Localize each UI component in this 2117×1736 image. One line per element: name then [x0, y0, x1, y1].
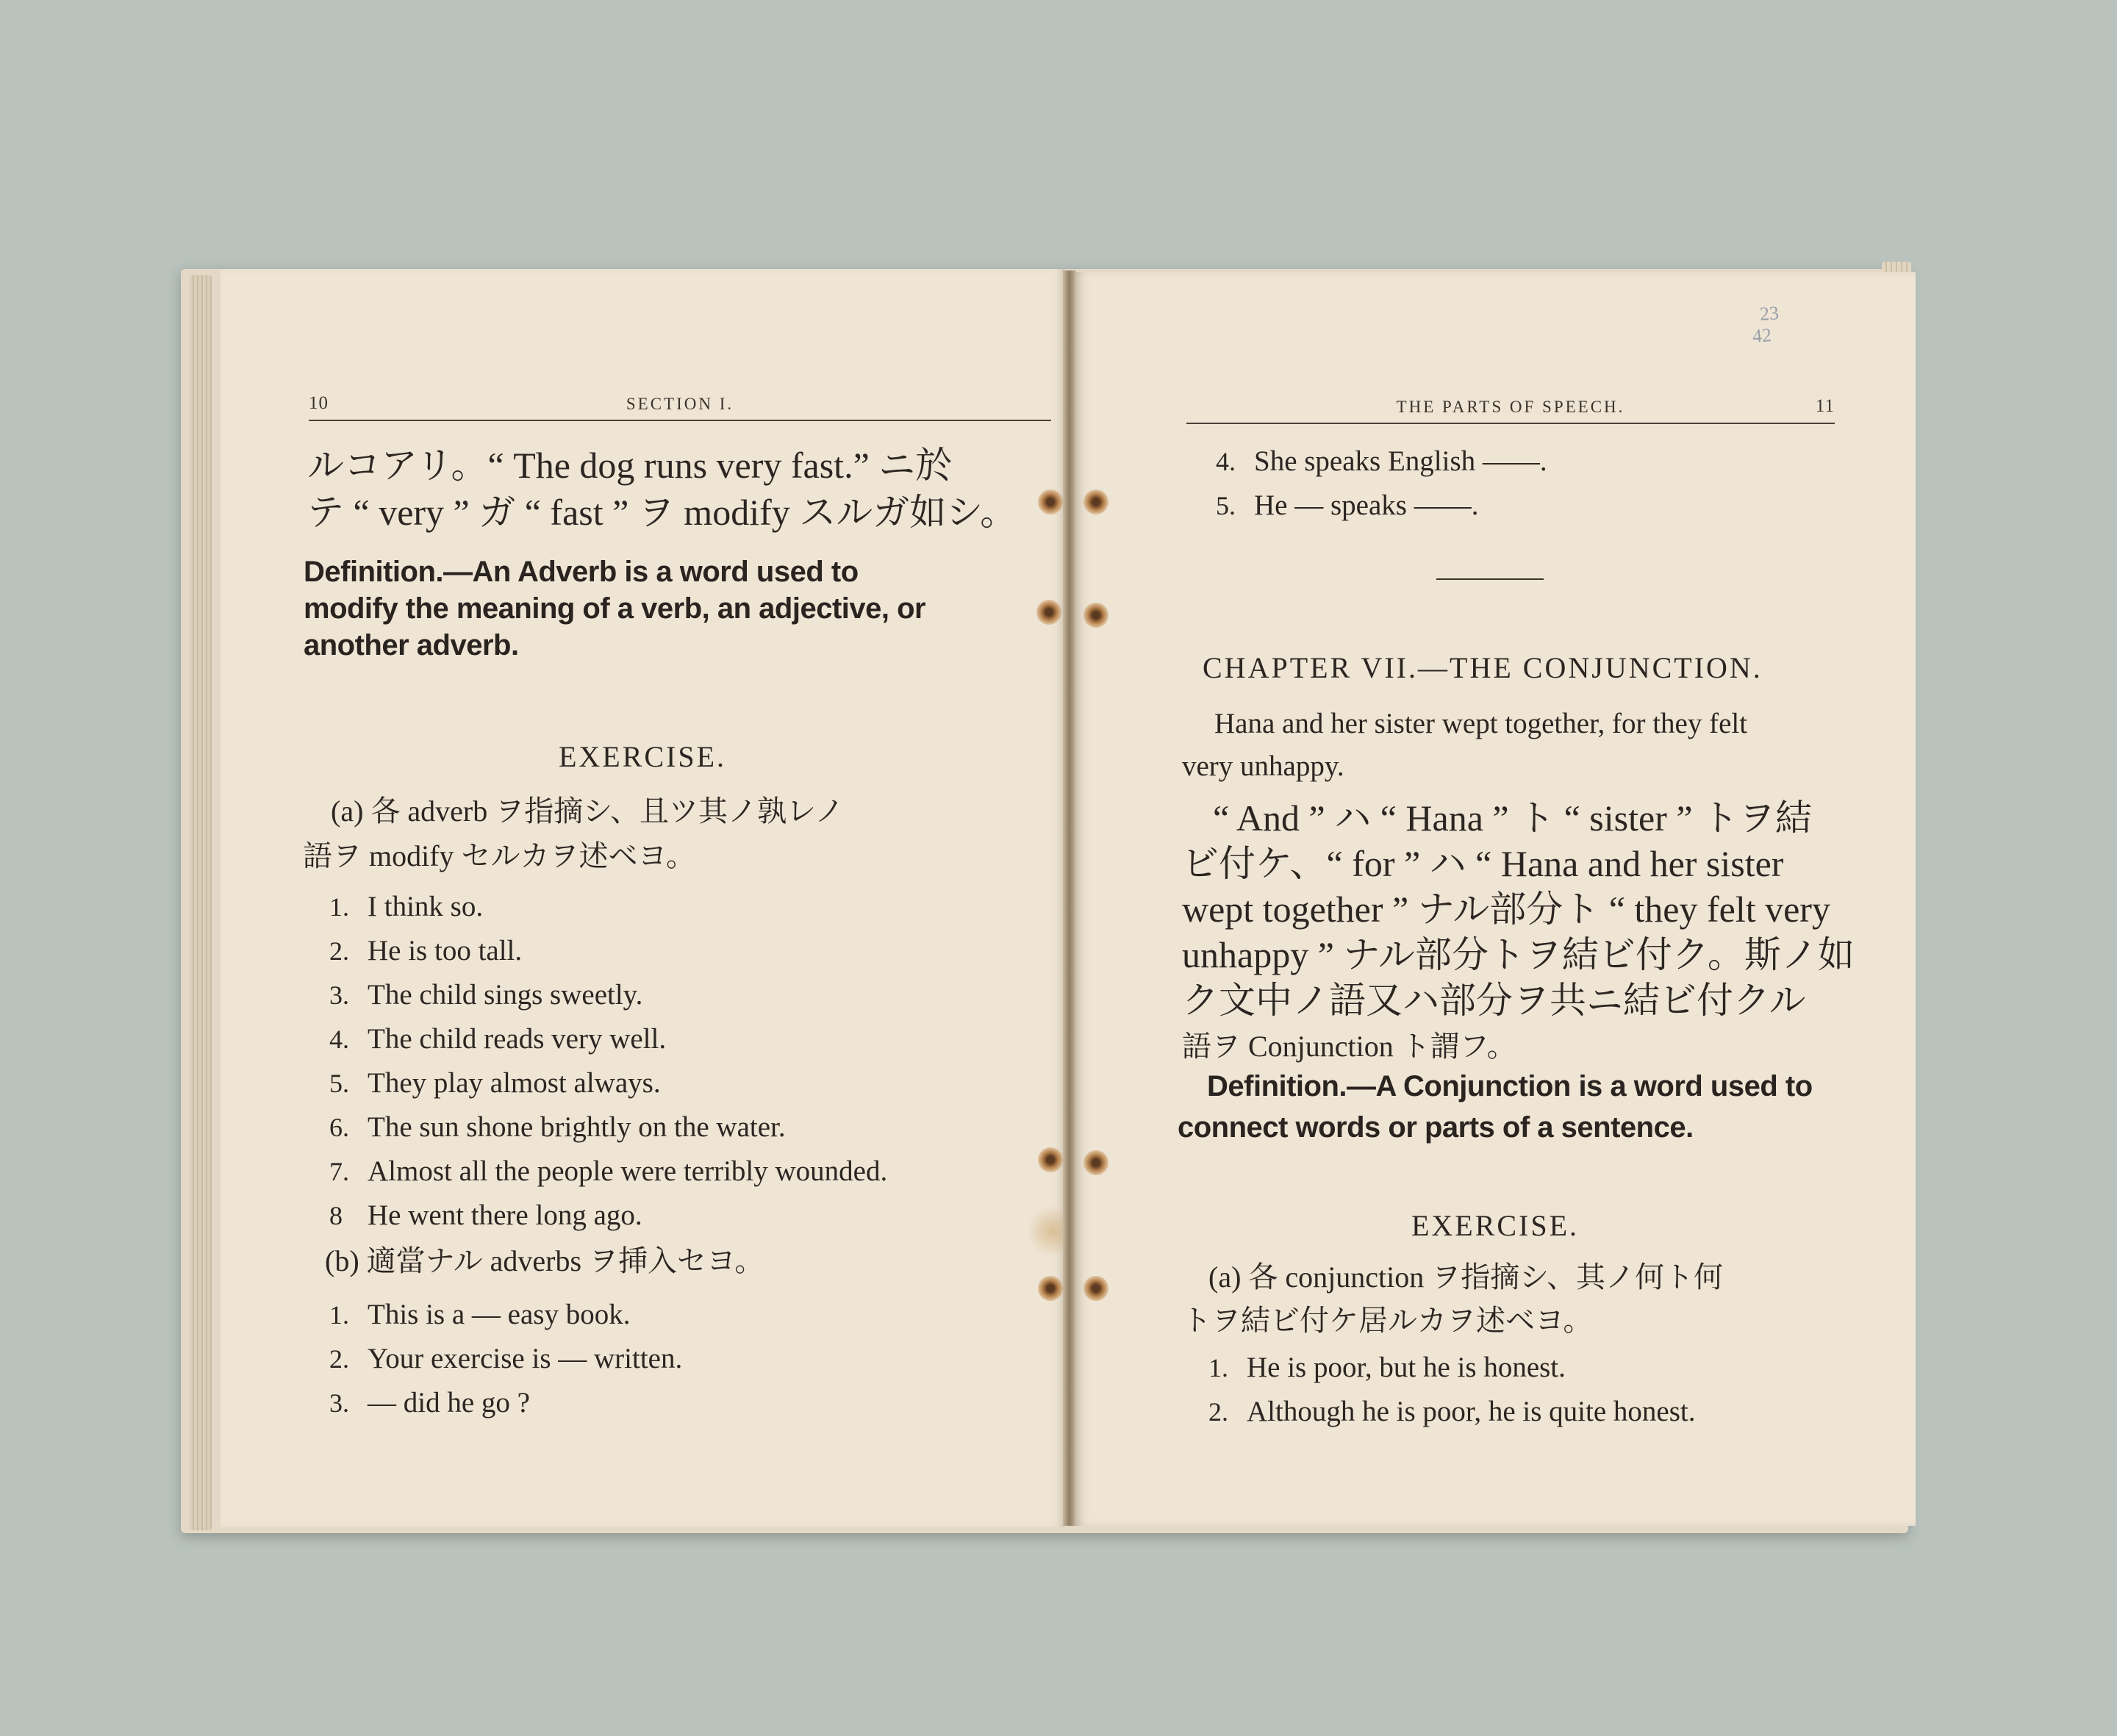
- stitch-hole: [1038, 1147, 1063, 1172]
- pencil-note-line-1: 23: [1758, 302, 1780, 325]
- page-edges-left: [190, 275, 212, 1530]
- left-running-head: [309, 390, 1051, 421]
- left-part-a-line-2: 語ヲ modify セルカヲ述ベヨ。: [303, 839, 695, 872]
- example-line-2: very unhappy.: [1182, 750, 1344, 782]
- right-running-title: THE PARTS OF SPEECH.: [1396, 398, 1625, 416]
- left-part-b: (b) 適當ナル adverbs ヲ挿入セヨ。: [325, 1244, 764, 1277]
- list-item: 5. He — speaks ——.: [1216, 489, 1479, 521]
- explanation-line-2: ビ付ケ、“ for ” ハ “ Hana and her sister: [1182, 843, 1784, 884]
- left-part-a-line-1: (a) 各 adverb ヲ指摘シ、且ツ其ノ孰レノ: [331, 795, 845, 828]
- pencil-note-line-2: 42: [1751, 324, 1772, 347]
- list-item: 1. I think so.: [329, 891, 484, 922]
- rust-stain: [1029, 1202, 1064, 1260]
- example-line-1: Hana and her sister wept together, for they felt: [1214, 708, 1748, 739]
- right-page-number: 11: [1815, 396, 1835, 416]
- list-item: 6. The sun shone brightly on the water.: [329, 1111, 786, 1143]
- list-item: 3. — did he go ?: [329, 1387, 530, 1418]
- right-page: [1075, 272, 1916, 1526]
- stitch-hole: [1083, 1150, 1108, 1175]
- explanation-line-1: “ And ” ハ “ Hana ” ト “ sister ” トヲ結: [1213, 797, 1813, 839]
- left-page-number: 10: [309, 393, 329, 413]
- explanation-line-3: wept together ” ナル部分ト “ they felt very: [1182, 889, 1830, 930]
- section-divider: [1436, 578, 1544, 580]
- right-part-a-line-2: トヲ結ビ付ケ居ルカヲ述ベヨ。: [1182, 1304, 1593, 1337]
- left-definition-line-3: another adverb.: [304, 629, 519, 661]
- list-item: 5. They play almost always.: [329, 1067, 661, 1099]
- stitch-hole: [1083, 489, 1108, 514]
- list-item: 2. Your exercise is — written.: [329, 1343, 683, 1374]
- stitch-hole: [1083, 1276, 1108, 1301]
- list-item: 2. Although he is poor, he is quite honest.: [1208, 1396, 1696, 1427]
- right-exercise-heading: EXERCISE.: [1411, 1209, 1580, 1242]
- explanation-line-6: 語ヲ Conjunction ト謂フ。: [1182, 1030, 1516, 1063]
- stitch-hole: [1083, 603, 1108, 628]
- list-item: 1. This is a — easy book.: [329, 1299, 631, 1330]
- stitch-hole: [1038, 489, 1063, 514]
- left-line-2: テ “ very ” ガ “ fast ” ヲ modify スルガ如シ。: [307, 492, 1017, 533]
- list-item: 1. He is poor, but he is honest.: [1208, 1352, 1566, 1383]
- left-line-1: ルコアリ。“ The dog runs very fast.” ニ於: [307, 445, 953, 486]
- stitch-hole: [1038, 1276, 1063, 1301]
- left-running-title: SECTION I.: [626, 395, 734, 413]
- left-definition-line-2: modify the meaning of a verb, an adjective, or: [304, 592, 926, 625]
- list-item: 7. Almost all the people were terribly wounded.: [329, 1155, 888, 1187]
- right-running-head: [1186, 393, 1835, 424]
- list-item: 8 He went there long ago.: [329, 1199, 642, 1231]
- left-page: [221, 269, 1064, 1527]
- list-item: 2. He is too tall.: [329, 935, 523, 966]
- chapter-heading: CHAPTER VII.—THE CONJUNCTION.: [1203, 651, 1763, 684]
- right-part-a-line-1: (a) 各 conjunction ヲ指摘シ、其ノ何ト何: [1208, 1260, 1724, 1294]
- right-definition-line-2: connect words or parts of a sentence.: [1178, 1111, 1694, 1144]
- explanation-line-4: unhappy ” ナル部分トヲ結ビ付ク。斯ノ如: [1182, 934, 1855, 975]
- list-item: 3. The child sings sweetly.: [329, 979, 643, 1011]
- list-item: 4. She speaks English ——.: [1216, 445, 1547, 477]
- left-exercise-heading: EXERCISE.: [558, 740, 727, 773]
- explanation-line-5: ク文中ノ語又ハ部分ヲ共ニ結ビ付クル: [1182, 980, 1806, 1021]
- left-definition-line-1: Definition.—An Adverb is a word used to: [304, 556, 859, 588]
- right-definition-line-1: Definition.—A Conjunction is a word used to: [1207, 1070, 1813, 1102]
- stitch-hole: [1036, 600, 1061, 625]
- list-item: 4. The child reads very well.: [329, 1023, 667, 1055]
